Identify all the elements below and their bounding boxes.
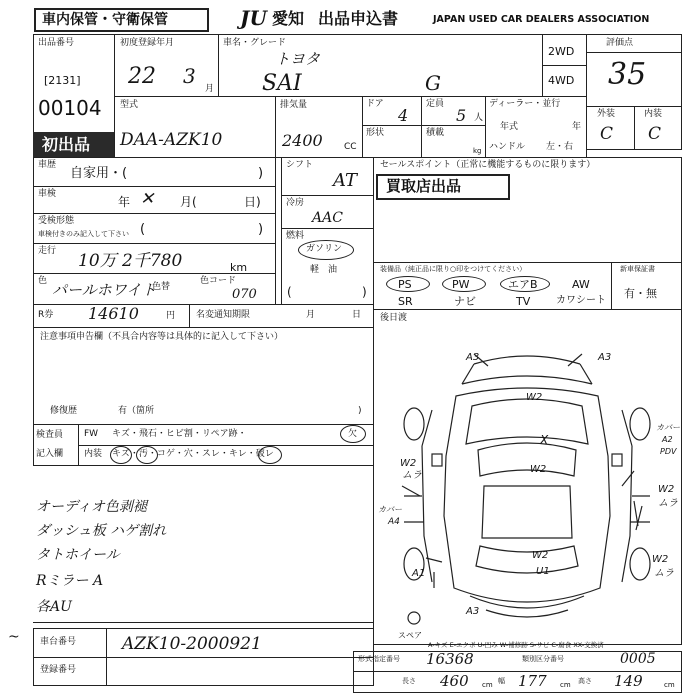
rating-int: C [648, 124, 662, 144]
storage-label: 車内保管・守衛保管 [42, 12, 168, 28]
handle-options: 左・右 [546, 142, 574, 152]
doors-label: ドア [366, 99, 384, 109]
length-unit: cm [482, 681, 493, 689]
registration-month: 3 [183, 64, 196, 88]
equip-seat[interactable]: カワシート [556, 295, 606, 306]
org-name-en: JAPAN USED CAR DEALERS ASSOCIATION [433, 14, 650, 25]
later-date-label: 後日渡 [380, 313, 408, 323]
mileage-label: 走行 [38, 246, 57, 256]
repair-label: 修復歴 [50, 406, 78, 416]
sales-point-box [373, 157, 682, 263]
fuel-diesel: 軽 油 [310, 265, 338, 275]
mark-w2-hood: W2 [526, 392, 543, 403]
shift-value: AT [333, 170, 358, 191]
registration-label: 初度登録年月 [120, 38, 175, 48]
recycle-day-unit: 日 [352, 310, 362, 320]
cert-label: 形式指定番号 [358, 655, 400, 663]
remark-4: Rミラー A [36, 573, 104, 589]
inspection-day-unit: 日) [244, 195, 261, 209]
rating-int-label: 内装 [644, 109, 663, 119]
inspector-int-label: 内装 [84, 449, 103, 459]
mark-a3-rear: A3 [466, 606, 480, 617]
height-unit: cm [664, 681, 675, 689]
ac-value: AAC [312, 210, 343, 226]
mark-pdv: PDV [660, 447, 677, 456]
width-value: 177 [518, 672, 547, 690]
class-value: 0005 [620, 651, 656, 667]
drive-4wd: 4WD [548, 74, 575, 87]
remark-3: タトホイール [36, 547, 120, 563]
mark-kahen-left: カバー [378, 505, 402, 514]
equip-pw[interactable]: PW [452, 278, 470, 291]
damage-legend: A-キズ E-エクボ U-凹み W-補修跡 S-サビ C-腐食 XX-交換済 [428, 641, 604, 649]
form-title: 出品申込書 [318, 9, 399, 28]
color-code-label: 色コード [200, 276, 237, 286]
inspector-fw: FW [84, 429, 99, 439]
equip-navi[interactable]: ナビ [454, 295, 476, 308]
mark-a2-right: A2 [662, 435, 673, 444]
rating-ext-label: 外装 [597, 109, 616, 119]
mark-w2-rear-right: W2 [652, 554, 669, 565]
rating-label: 評価点 [606, 38, 634, 48]
chassis-reg-label: 登録番号 [40, 665, 77, 675]
recycle-month-unit: 月 [306, 310, 316, 320]
acceptance-label: 受検形態 [38, 216, 75, 226]
mark-ws-rear-right: ムラ [654, 568, 674, 579]
color-value: パールホワイト [52, 281, 157, 299]
inspector-entry-label: 記入欄 [36, 449, 64, 459]
inspection-year-unit: 年 [118, 195, 131, 209]
capacity-label: 定員 [426, 99, 445, 109]
recycle-deadline-label: 名変通知期限 [196, 310, 251, 320]
mark-a3-front-right: A3 [598, 352, 612, 363]
mileage-unit: km [230, 261, 248, 274]
spare-label: スペア [398, 631, 422, 640]
drive-2wd: 2WD [548, 45, 575, 58]
year-model-label: 年式 [500, 122, 519, 132]
equipment-label: 装備品（純正品に限り○印をつけてください） [380, 265, 527, 273]
acceptance-note: 車検付きのみ記入して下さい [38, 230, 129, 238]
acceptance-close: ) [258, 222, 264, 237]
inspector-int-items: キズ・汚・コゲ・穴・スレ・キレ・破レ [112, 449, 274, 459]
remark-2: ダッシュ板 ハゲ割れ [36, 523, 167, 539]
recycle-value: 14610 [88, 304, 139, 323]
load-label: 積載 [426, 128, 445, 138]
repair-value: 有（箇所 [118, 406, 155, 416]
rating-ext: C [600, 124, 614, 144]
mileage-value: 10万 2千780 [78, 251, 183, 271]
registration-year: 22 [128, 64, 156, 89]
model-code-label: 型式 [120, 100, 139, 110]
inspector-ext-circle [340, 425, 366, 443]
inspection-mark: ✕ [140, 189, 155, 209]
remark-1: オーディオ色剥褪 [36, 499, 147, 515]
class-label: 類別区分番号 [522, 655, 564, 663]
recycle-unit: 円 [166, 311, 176, 321]
displacement-label: 排気量 [280, 100, 308, 110]
remark-5: 各AU [36, 599, 72, 615]
mark-ws-right: ムラ [658, 498, 678, 509]
inspector-ext-items: キズ・飛石・ヒビ割・リペア跡・ [112, 429, 247, 439]
color-label: 色 [38, 276, 48, 286]
displacement-unit: CC [344, 142, 357, 152]
lot-number: 00104 [38, 96, 102, 120]
height-value: 149 [614, 672, 643, 690]
recycle-label: R券 [38, 310, 54, 320]
registration-month-unit: 月 [205, 84, 215, 94]
first-listing-label: 初出品 [42, 135, 91, 154]
height-label: 高さ [578, 677, 592, 685]
mark-ws-left: ムラ [402, 470, 422, 481]
cert-value: 16368 [426, 650, 474, 668]
handle-label: ハンドル [489, 142, 526, 152]
model-code: DAA-AZK10 [120, 130, 223, 150]
width-unit: cm [560, 681, 571, 689]
lot-label: 出品番号 [38, 38, 75, 48]
mark-w2-right-side: W2 [658, 484, 675, 495]
length-label: 長さ [402, 677, 416, 685]
mark-x-roof: X [540, 433, 549, 447]
mark-a1-rear: A1 [412, 568, 426, 579]
mark-w2-roof: W2 [530, 464, 547, 475]
inspector-label: 検査員 [36, 430, 64, 440]
lot-sub: [2131] [44, 74, 81, 87]
warranty-label: 新車保証書 [620, 265, 655, 273]
fuel-label: 燃料 [286, 231, 305, 241]
notes-label: 注意事項申告欄（不具合内容等は具体的に記入して下さい） [40, 332, 284, 342]
chassis-label: 車台番号 [40, 637, 77, 647]
color-change-label: 色替 [152, 282, 171, 292]
year-unit: 年 [572, 122, 582, 132]
org-name-jp: 愛知 [272, 9, 305, 28]
sales-point-value: 買取店出品 [386, 177, 462, 195]
shift-label: シフト [286, 160, 314, 170]
warranty-value: 有・無 [624, 287, 657, 300]
car-model: SAI [262, 71, 302, 96]
equip-airbag[interactable]: エアB [508, 278, 538, 291]
ac-label: 冷房 [286, 198, 305, 208]
usage-value: 自家用・( [70, 166, 128, 181]
mark-w2-trunk: W2 [532, 550, 549, 561]
car-name-label: 車名・グレード [223, 38, 287, 48]
inspection-month-unit: 月( [180, 195, 197, 209]
sales-point-label: セールスポイント（正常に機能するものに限ります） [380, 160, 596, 170]
capacity: 5 [456, 106, 467, 125]
color-code: 070 [232, 287, 257, 302]
repair-close: ) [358, 406, 362, 416]
dealer-label: ディーラー・並行 [489, 99, 561, 109]
capacity-unit: 人 [474, 113, 484, 123]
car-maker: トヨタ [275, 50, 321, 68]
width-label: 幅 [498, 677, 505, 685]
mark-w2-left-side: W2 [400, 458, 417, 469]
fuel-gasoline: ガソリン [306, 244, 343, 254]
chassis-value: AZK10-2000921 [122, 634, 262, 654]
usage-close: ) [258, 166, 264, 181]
equip-sr[interactable]: SR [398, 295, 413, 308]
equip-tv[interactable]: TV [516, 295, 531, 308]
shape-label: 形状 [366, 128, 385, 138]
car-diagram [374, 326, 680, 642]
mark-u1-trunk: U1 [536, 566, 550, 577]
doors: 4 [398, 106, 409, 125]
ju-logo: JU [240, 6, 267, 30]
acceptance-open: ( [140, 222, 146, 237]
inspector-ext-last: 欠 [348, 429, 358, 439]
load-unit: kg [473, 147, 482, 155]
usage-label: 車歴 [38, 160, 57, 170]
mark-a3-front-left: A3 [466, 352, 480, 363]
mark-kahen-right: カバー [656, 423, 680, 432]
inspection-label: 車検 [38, 189, 57, 199]
equip-aw[interactable]: AW [572, 278, 590, 291]
displacement: 2400 [282, 131, 323, 150]
car-grade: G [425, 71, 441, 95]
equip-ps[interactable]: PS [398, 278, 412, 291]
mark-a4-left: A4 [388, 517, 400, 527]
rating-score: 35 [608, 57, 647, 92]
length-value: 460 [440, 672, 469, 690]
